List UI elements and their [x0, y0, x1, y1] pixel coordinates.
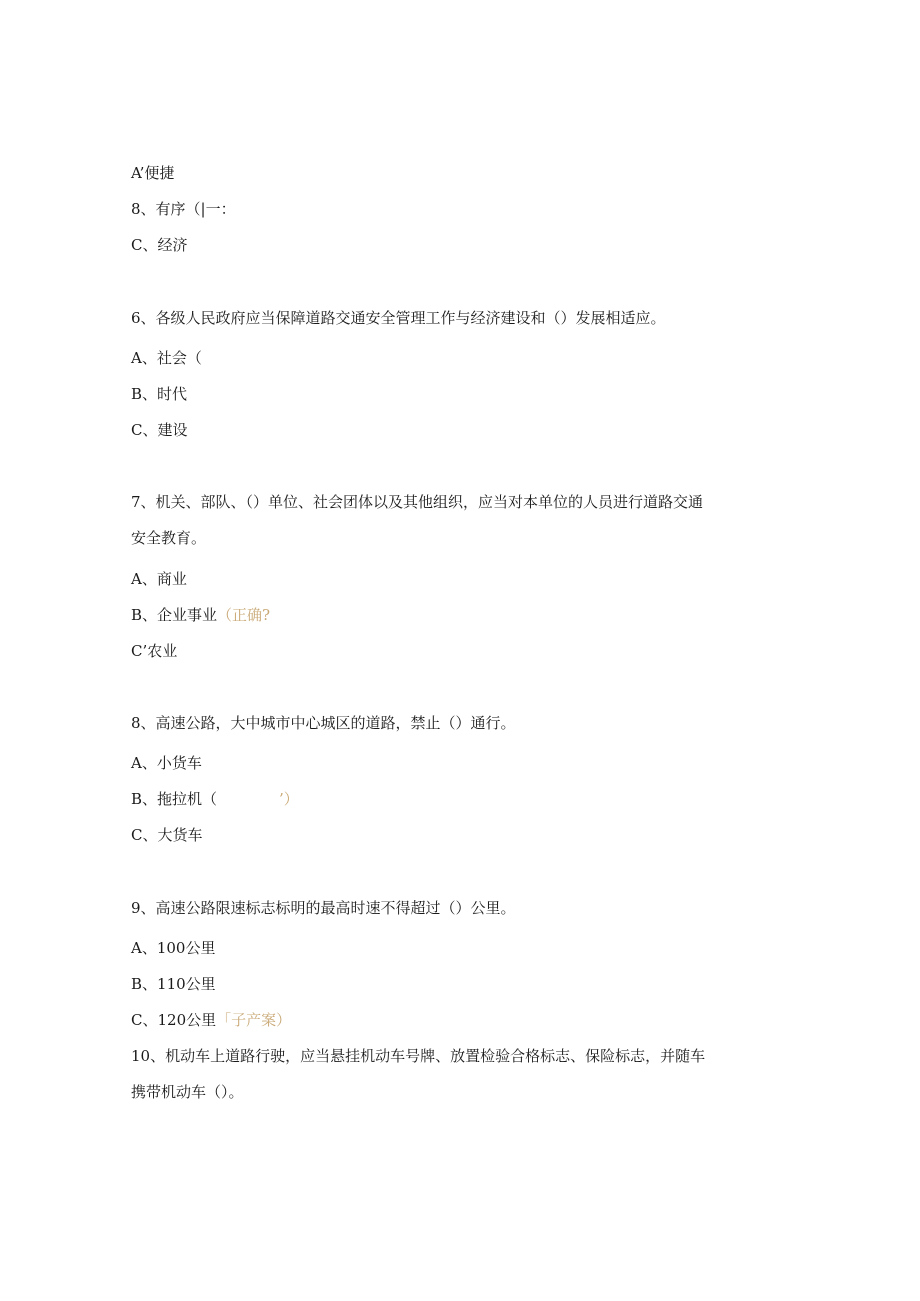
question-6-option-a: A、社会（ [131, 349, 202, 367]
question-6-option-b: B、时代 [131, 385, 188, 403]
answer-hint: ’） [279, 790, 299, 808]
question-10-line-1: 10、机动车上道路行驶，应当悬挂机动车号牌、放置检验合格标志、保险标志，并随车 [131, 1047, 706, 1065]
option-line: C、经济 [131, 236, 188, 254]
question-6: 6、各级人民政府应当保障道路交通安全管理工作与经济建设和（）发展相适应。 [131, 309, 666, 327]
question-8-option-b [131, 789, 299, 809]
question-8-option-c: C、大货车 [131, 826, 203, 844]
question-10-line-2: 携带机动车（）。 [131, 1083, 244, 1101]
question-9-option-b: B、110公里 [131, 975, 216, 993]
option-line: 8、有序（|一： [131, 200, 236, 218]
option-text: B、企业事业 [131, 606, 218, 624]
option-text: C、120公里 [131, 1011, 217, 1029]
question-7-option-a: A、商业 [131, 570, 187, 588]
question-9-option-a: A、100公里 [131, 939, 216, 957]
answer-hint: （正确? [217, 606, 271, 624]
question-7-option-b [131, 605, 270, 625]
question-8-option-a: A、小货车 [131, 754, 202, 772]
question-7-line-1: 7、机关、部队、（）单位、社会团体以及其他组织，应当对本单位的人员进行道路交通 [131, 493, 704, 511]
answer-hint: 「子产案） [216, 1011, 292, 1029]
question-7-option-c: C’农业 [131, 642, 178, 660]
question-6-option-c: C、建设 [131, 421, 188, 439]
question-8: 8、高速公路，大中城市中心城区的道路，禁止（）通行。 [131, 714, 516, 732]
question-9-option-c [131, 1010, 291, 1030]
question-9: 9、高速公路限速标志标明的最高时速不得超过（）公里。 [131, 899, 516, 917]
question-7-line-2: 安全教育。 [131, 529, 207, 547]
option-line: A’便捷 [131, 164, 175, 182]
option-text: B、拖拉机（ [131, 790, 218, 808]
